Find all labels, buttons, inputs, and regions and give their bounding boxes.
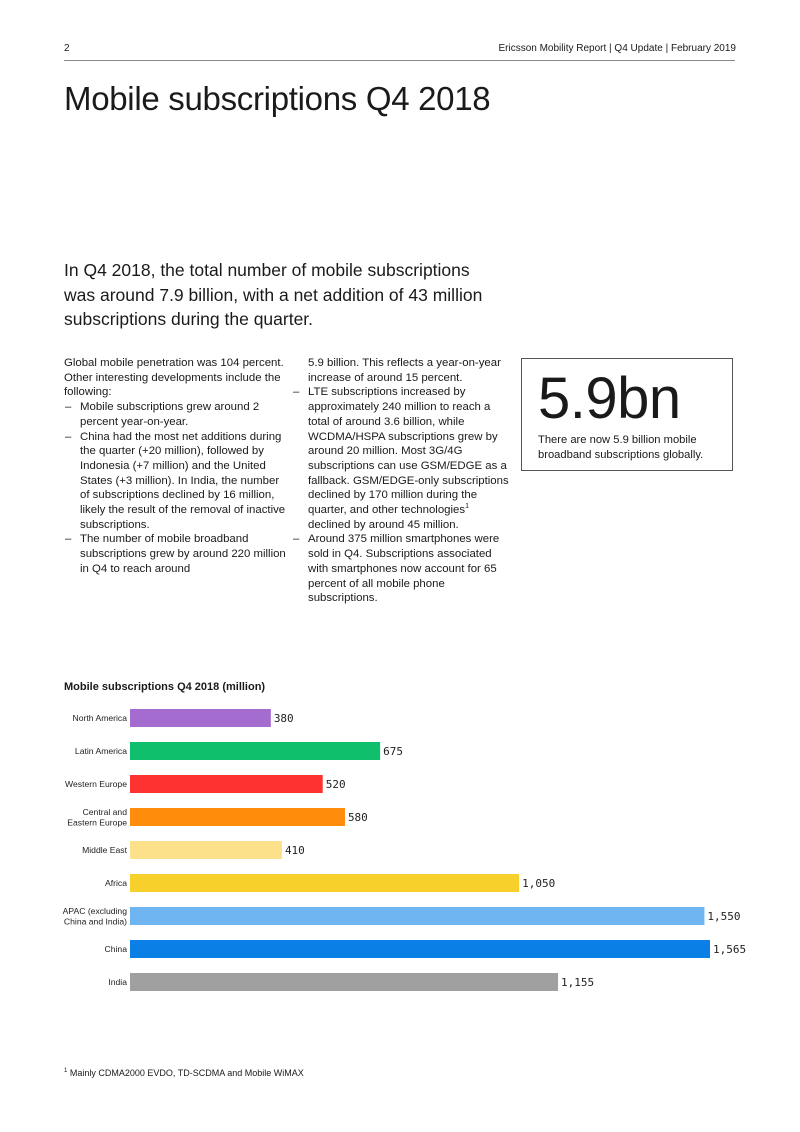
lead-paragraph: In Q4 2018, the total number of mobile subscriptions was around 7.9 billion, with a net addition of 43 million subscriptions during the quarter.	[64, 260, 483, 329]
footnote-text: Mainly CDMA2000 EVDO, TD-SCDMA and Mobile WiMAX	[69, 1068, 304, 1078]
bar	[130, 775, 323, 793]
category-label: India	[108, 977, 127, 987]
category-label: Middle East	[82, 845, 127, 855]
page-number: 2	[64, 43, 70, 54]
value-label: 1,565	[712, 943, 747, 956]
category-label: Western Europe	[65, 779, 127, 789]
bar	[130, 907, 704, 925]
footnote	[64, 1068, 304, 1078]
body-column-1	[64, 356, 289, 577]
bullet-continuation: 5.9 billion. This reflects a year-on-year increase of around 15 percent.	[308, 357, 501, 384]
value-label: 675	[383, 745, 404, 758]
bullet-list-continued	[292, 356, 512, 606]
bar	[130, 973, 558, 991]
value-label: 380	[273, 712, 294, 725]
bullet-item	[292, 385, 512, 532]
bullet-tail: declined by around 45 million.	[308, 518, 459, 531]
page-title: Mobile subscriptions Q4 2018	[64, 80, 491, 117]
value-label: 1,155	[561, 976, 595, 989]
bar-chart	[0, 700, 800, 1000]
bar	[130, 742, 380, 760]
value-label: 1,550	[707, 910, 741, 923]
bar	[130, 874, 519, 892]
bullet-text: LTE subscriptions increased by approximately 240 million to reach a total of around 3.6 billion, while WCDMA/HSPA subscriptions grew by around 20 million. Most 3G/4G subscriptions can use GSM/EDGE as a fallback. GSM/EDGE-only subscriptions declined by 170 million during the quarter, and other technologies	[308, 386, 509, 517]
footnote-ref: 1	[465, 503, 469, 511]
value-label: 1,050	[522, 877, 556, 890]
highlight-caption: There are now 5.9 billion mobile broadband subscriptions globally.	[538, 434, 704, 461]
bullet-list	[64, 400, 289, 576]
header-divider	[64, 60, 735, 61]
category-label: Latin America	[74, 746, 127, 756]
bullet-item: – Around 375 million smartphones were sold in Q4. Subscriptions associated with smartphones now account for 65 percent of all mobile phone subscriptions.	[292, 532, 512, 606]
value-label: 520	[325, 778, 346, 791]
footnote-marker: 1	[64, 1068, 68, 1074]
category-label: China	[104, 944, 127, 954]
intro-paragraph: Global mobile penetration was 104 percent. Other interesting developments include the following:	[64, 357, 284, 399]
value-label: 410	[284, 844, 305, 857]
value-label: 580	[347, 811, 368, 824]
category-label: APAC (excluding China and India)	[62, 905, 127, 927]
bullet-item: – China had the most net additions during the quarter (+20 million), followed by Indonesia (+7 million) and the United States (+3 million). In India, the number of subscriptions declined by 16 million, likely the result of the removal of inactive subscriptions.	[64, 430, 289, 533]
bullet-item: – Mobile subscriptions grew around 2 percent year-on-year.	[64, 400, 289, 429]
bar	[130, 808, 345, 826]
highlight-value: 5.9bn	[538, 366, 681, 431]
bar	[130, 841, 282, 859]
bar	[130, 940, 710, 958]
bullet-item: – The number of mobile broadband subscriptions grew by around 220 million in Q4 to reach around	[64, 532, 289, 576]
chart-title: Mobile subscriptions Q4 2018 (million)	[64, 681, 266, 693]
category-label: Central and Eastern Europe	[67, 806, 127, 828]
chart-svg	[0, 700, 800, 1000]
category-label: North America	[72, 713, 127, 723]
body-column-2	[292, 356, 512, 606]
category-label: Africa	[105, 878, 127, 888]
bar	[130, 709, 271, 727]
running-header: Ericsson Mobility Report | Q4 Update | February 2019	[498, 43, 736, 54]
highlight-box	[521, 358, 733, 471]
